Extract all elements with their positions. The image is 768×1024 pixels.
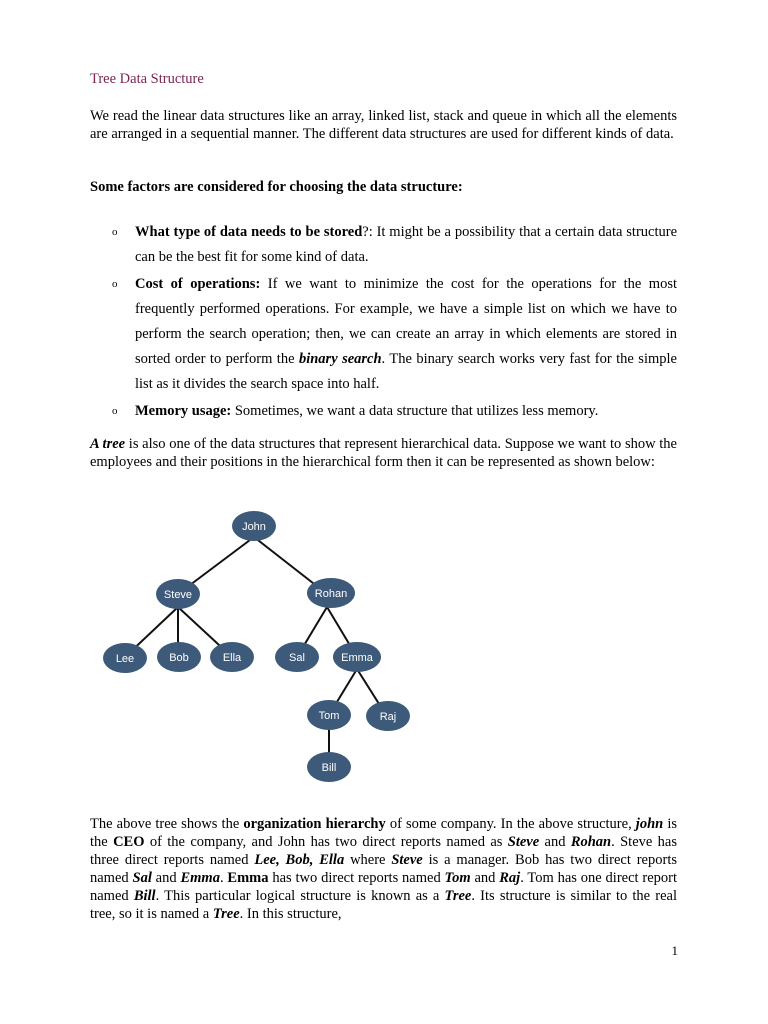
svg-text:Sal: Sal [289,652,305,664]
node-sal [275,642,319,672]
svg-text:Raj: Raj [379,711,397,723]
list-item [90,399,677,424]
svg-text:Bob: Bob [169,652,189,664]
svg-text:Emma: Emma [341,652,373,664]
list-item [90,272,677,397]
svg-text:John: John [242,521,266,533]
tree-paragraph [90,435,677,471]
bullet-text: If we want to minimize the cost for the operations for the most frequently performed operations. For example, we have a simple list on which we have to perform the search operation; then, we can create an array in which elements are stored in sorted order to perform the [135,276,677,367]
svg-text:Rohan: Rohan [314,588,348,600]
bullet-bold-label: What type of data needs to be stored [135,224,363,240]
node-bill [307,752,351,782]
node-rohan [307,578,355,608]
bullet-circle-icon: o [112,405,118,417]
svg-text:Lee: Lee [115,653,135,665]
svg-text:Tom: Tom [318,710,340,722]
node-emma [333,642,381,672]
bullet-circle-icon: o [112,278,118,290]
tree-diagram [95,503,425,793]
svg-text:Steve: Steve [163,589,193,601]
factors-heading: Some factors are considered for choosing the data structure: [90,179,463,195]
bullet-bold-label: Cost of operations: [135,276,261,292]
node-john [232,511,276,541]
tree-text: is also one of the data structures that represent hierarchical data. Suppose we want to show the employees and their positions in the hierarchical form then it can be represented as shown below: [90,436,677,470]
node-ella [210,642,254,672]
bullet-circle-icon: o [112,226,118,238]
node-tom [307,700,351,730]
bullet-text: . The binary search works very fast for the simple list as it divides the search space into half. [135,351,677,392]
node-steve [156,579,200,609]
hierarchy-paragraph: The above tree shows the organization hierarchy of some company. In the above structure, john is the CEO of the company, and John has two direct reports named as Steve and Rohan. Steve has three direct reports named Lee, Bob, Ella where Steve is a manager. Bob has two direct reports named Sal and Emma. Emma has two direct reports named Tom and Raj. Tom has one direct report named Bill. This particular logical structure is known as a Tree. Its structure is similar to the real tree, so it is named a Tree. In this structure, [90,816,678,922]
tree-nodes [103,511,410,782]
node-raj [366,701,410,731]
node-bob [157,642,201,672]
page-number: 1 [671,943,678,958]
page-title: Tree Data Structure [90,71,204,87]
svg-text:Bill: Bill [321,762,337,774]
tree-emphasis: A tree [90,436,126,452]
bullet-text: Sometimes, we want a data structure that utilizes less memory. [231,403,599,419]
svg-text:Ella: Ella [222,652,242,664]
node-lee [103,643,147,673]
bullet-text: ?: It might be a possibility that a certain data structure can be the best fit for some kind of data. [135,224,678,265]
bullet-bold-label: Memory usage: [135,403,232,419]
bullet-emphasis: binary search [298,351,382,367]
list-item [90,220,677,270]
intro-paragraph: We read the linear data structures like an array, linked list, stack and queue in which all the elements are arranged in a sequential manner. The different data structures are used for different kinds of data. [90,108,677,142]
factors-list [90,220,677,424]
